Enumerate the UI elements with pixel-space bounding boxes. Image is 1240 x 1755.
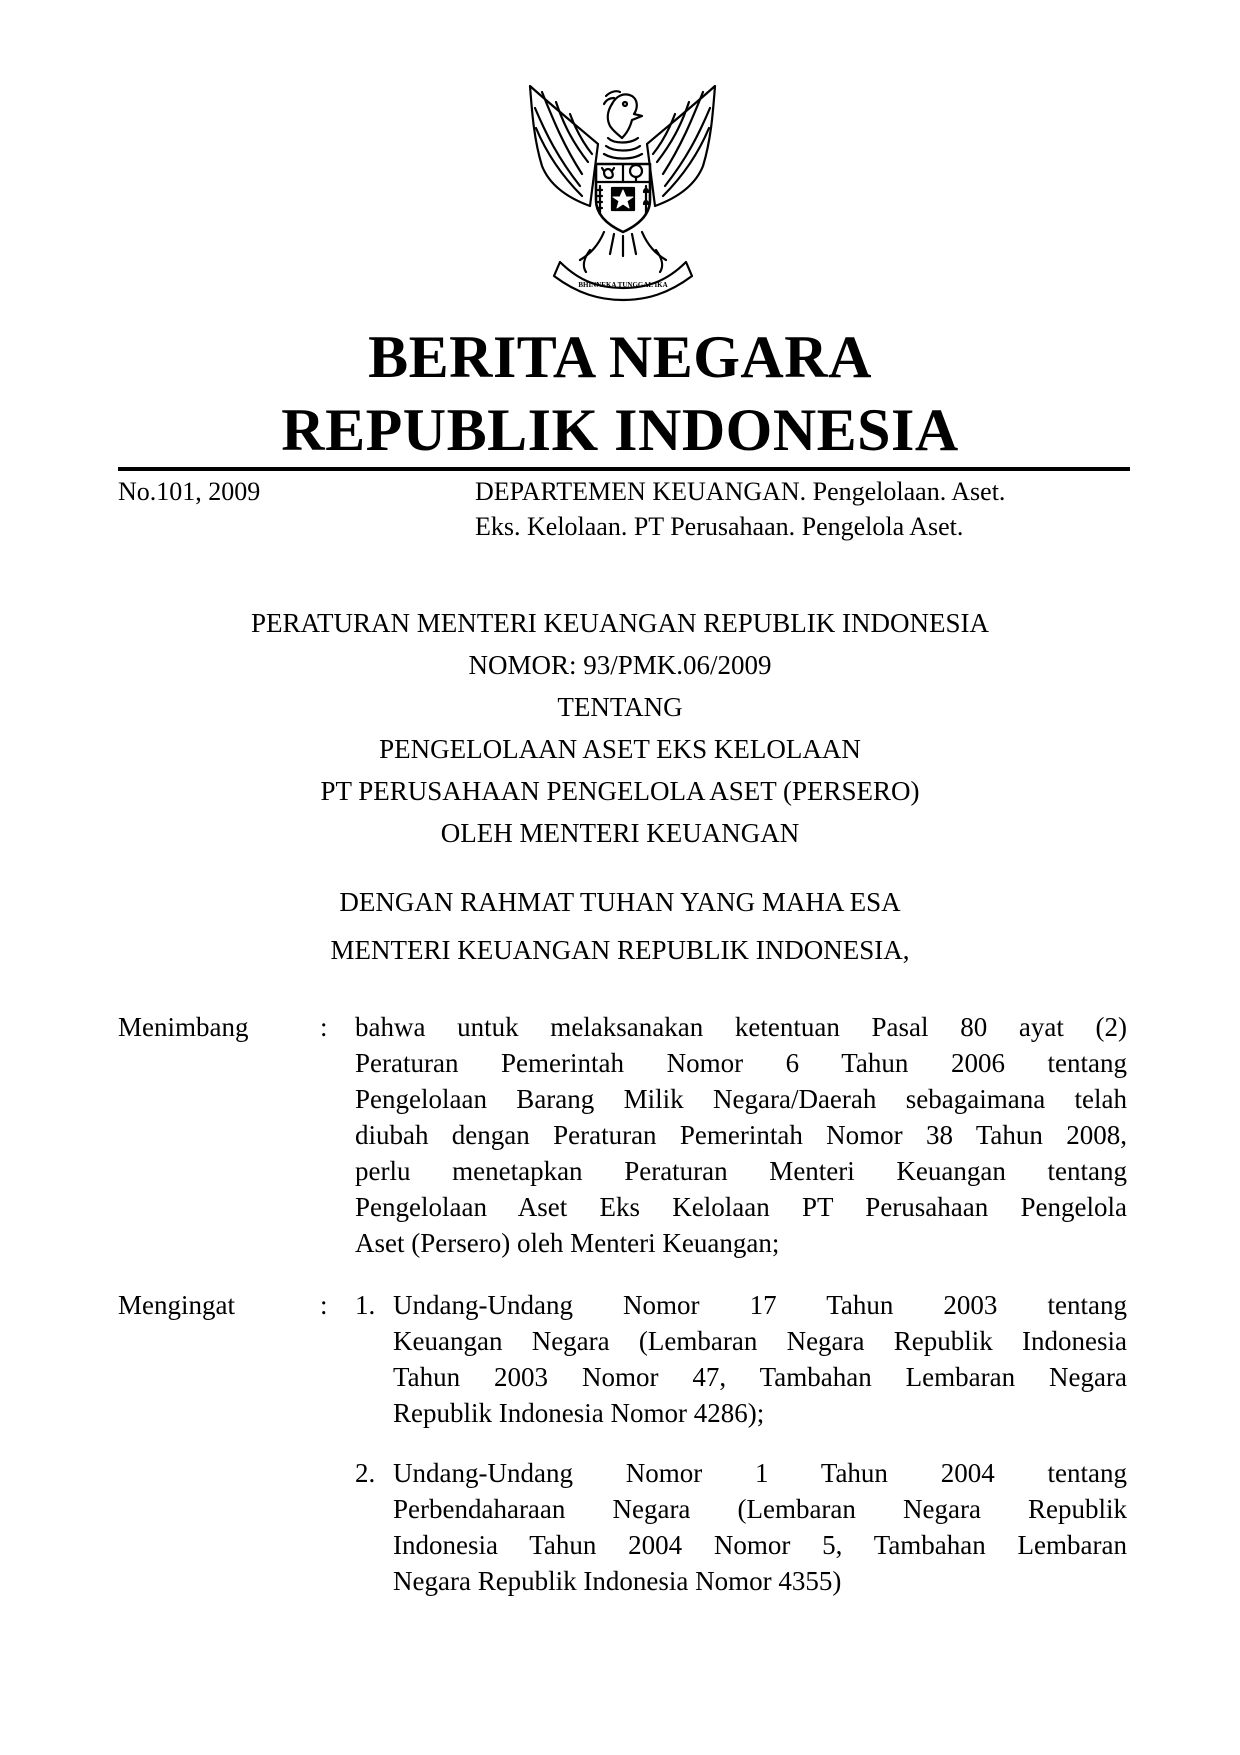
menimbang-line: Aset (Persero) oleh Menteri Keuangan;: [355, 1228, 780, 1258]
preamble-line: MENTERI KEUANGAN REPUBLIK INDONESIA,: [330, 935, 910, 965]
item-line: Republik Indonesia Nomor 4286);: [393, 1398, 765, 1428]
menimbang-line: perlu menetapkan Peraturan Menteri Keuangan tentang: [355, 1156, 1127, 1186]
menimbang-line: diubah dengan Peraturan Pemerintah Nomor 38 Tahun 2008,: [355, 1120, 1127, 1150]
item-line: Undang-Undang Nomor 17 Tahun 2003 tentang: [393, 1290, 1127, 1320]
gazette-title-line1: BERITA NEGARA: [368, 324, 872, 390]
item-number: 2.: [355, 1458, 376, 1488]
item-number: 1.: [355, 1290, 376, 1320]
item-line: Perbendaharaan Negara (Lembaran Negara Republik: [393, 1494, 1127, 1524]
item-text: [393, 1455, 1127, 1599]
item-line: Tahun 2003 Nomor 47, Tambahan Lembaran Negara: [393, 1362, 1127, 1392]
gazette-topic: [475, 474, 1131, 544]
menimbang-label: Menimbang: [118, 1012, 249, 1042]
menimbang-line: Pengelolaan Barang Milik Negara/Daerah sebagaimana telah: [355, 1084, 1127, 1114]
regulation-title: PERATURAN MENTERI KEUANGAN REPUBLIK INDONESIA: [251, 608, 989, 638]
garuda-emblem-icon: [520, 82, 725, 302]
menimbang-line: bahwa untuk melaksanakan ketentuan Pasal 80 ayat (2): [355, 1012, 1127, 1042]
item-line: Undang-Undang Nomor 1 Tahun 2004 tentang: [393, 1458, 1127, 1488]
gazette-topic-line: DEPARTEMEN KEUANGAN. Pengelolaan. Aset.: [475, 477, 1006, 506]
svg-text:BHINNEKA TUNGGAL IKA: BHINNEKA TUNGGAL IKA: [578, 281, 668, 289]
menimbang-colon: :: [320, 1012, 328, 1042]
title-divider: [118, 467, 1130, 471]
gazette-title-line2: REPUBLIK INDONESIA: [281, 397, 959, 463]
regulation-about: TENTANG: [557, 692, 683, 722]
preamble-line: DENGAN RAHMAT TUHAN YANG MAHA ESA: [339, 887, 901, 917]
regulation-subject-line: PT PERUSAHAAN PENGELOLA ASET (PERSERO): [320, 776, 920, 806]
item-line: Negara Republik Indonesia Nomor 4355): [393, 1566, 842, 1596]
regulation-heading: [0, 602, 1240, 854]
mengingat-label: Mengingat: [118, 1290, 235, 1320]
mengingat-colon: :: [320, 1290, 328, 1320]
menimbang-line: Peraturan Pemerintah Nomor 6 Tahun 2006 tentang: [355, 1048, 1127, 1078]
item-text: [393, 1287, 1127, 1431]
regulation-subject-line: PENGELOLAAN ASET EKS KELOLAAN: [379, 734, 861, 764]
preamble: [0, 878, 1240, 974]
menimbang-line: Pengelolaan Aset Eks Kelolaan PT Perusahaan Pengelola: [355, 1192, 1127, 1222]
gazette-number: No.101, 2009: [118, 477, 261, 506]
menimbang-text: [355, 1009, 1127, 1261]
item-line: Keuangan Negara (Lembaran Negara Republik Indonesia: [393, 1326, 1127, 1356]
regulation-subject-line: OLEH MENTERI KEUANGAN: [440, 818, 800, 848]
item-line: Indonesia Tahun 2004 Nomor 5, Tambahan Lembaran: [393, 1530, 1127, 1560]
regulation-number: NOMOR: 93/PMK.06/2009: [468, 650, 772, 680]
gazette-topic-line: Eks. Kelolaan. PT Perusahaan. Pengelola Aset.: [475, 512, 964, 541]
